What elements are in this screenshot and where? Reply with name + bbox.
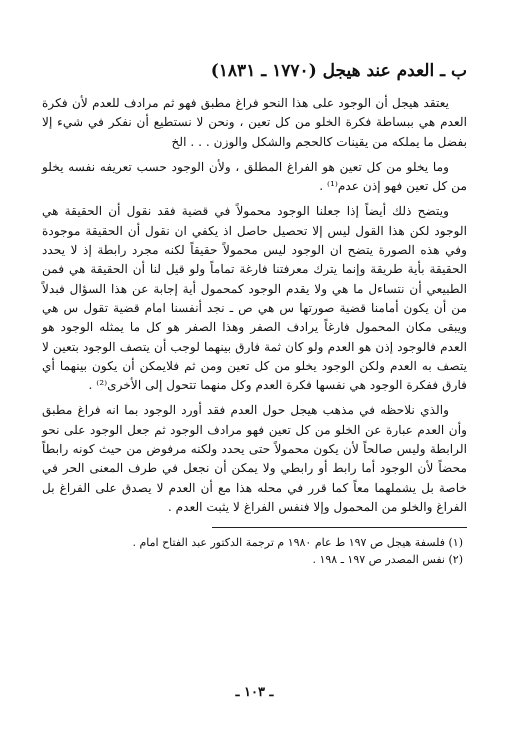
paragraph-4: والذي نلاحظه في مذهب هيجل حول العدم فقد أورد الوجود بما انه فراغ مطبق وأن العدم عبارة عن الخلو من كل تعين فهو مرادف الوجود ثم جعل الوجود على نحو الرابطة وليس صالحاً لأن يكون محمولاً حتى يحدد ولكنه مرفوض من حيث كونه رابطاً محضاً لأن الوجود أما رابط أو رابطي ولا يمكن أن نجعل في طرف المعنى الحر في خاصة بل يشملهما معاً كما قرر في محله هذا مع أن العدم لا يصدق على الفراغ بل الفراغ والخلو من المحمول وإلا فنفس الفراغ لا يثبت العدم .	[42, 403, 467, 514]
footnote-2: (٢) نفس المصدر ص ١٩٧ ـ ١٩٨ .	[312, 553, 463, 567]
paragraph-3: ويتضح ذلك أيضاً إذا جعلنا الوجود محمولاً في قضية فقد نقول أن الحقيقة هي الوجود لكن هذا القول ليس إلا تحصيل حاصل اذ يكفي ان نقول أن الحقيقة موجودة وفي هذه الصورة يتضح ان الوجود ليس محمولاً حقيقاً لكنه مجرد رابطة إذ لا يحدد الحقيقة بأية طريقة وإنما يترك معرفتنا فارغة تماماً ولو قيل لنا أن الحقيقة هي فمن الطبيعي أن نتساءل ما هي ولا يقدم الوجود كمحمول أية إجابة عن هذا السؤال فبدلاً من أن يكون أمامنا قضية صورتها س هي ص ـ نجد أنفسنا امام قضية تقول س هي ويبقى مكان المحمول فارغاً يرادف الصفر وهذا الصفر هو كل ما يمثله الوجود هو العدم فالوجود إذن هو العدم ولو كان ثمة فارق بينهما لوجب أن يتصف الوجود بتعين لا يتصف به العدم ولكن الوجود يخلو من كل تعين ومن ثم فلايمكن أن يكون بينهما أي فارق ففكرة الوجود هي نفسها فكرة العدم وكل منهما تتحول إلى الأخرى⁽²⁾ .	[42, 204, 467, 393]
footnote-divider	[212, 527, 467, 528]
paragraph-1: يعتقد هيجل أن الوجود على هذا النحو فراغ مطبق فهو ثم مرادف للعدم لأن فكرة العدم هي ببساطة فكرة الخلو من كل تعين ، ونحن لا نستطيع أن نفكر في شيء إلا بفضل ما يملكه من يقينات كالحجم والشكل والوزن . . . الخ	[42, 96, 467, 149]
paragraph-2: وما يخلو من كل تعين هو الفراغ المطلق ، ولأن الوجود حسب تعريفه نفسه يخلو من كل تعين فهو إذن عدم⁽¹⁾ .	[42, 159, 467, 194]
section-heading: ب ـ العدم عند هيجل (١٧٧٠ ـ ١٨٣١)	[210, 61, 467, 81]
page-number: ـ ١٠٣ ـ	[235, 685, 274, 700]
footnote-1: (١) فلسفة هيجل ص ١٩٧ ط عام ١٩٨٠ م ترجمة الدكتور عبد الفتاح امام .	[132, 536, 463, 550]
footnotes	[42, 534, 467, 568]
